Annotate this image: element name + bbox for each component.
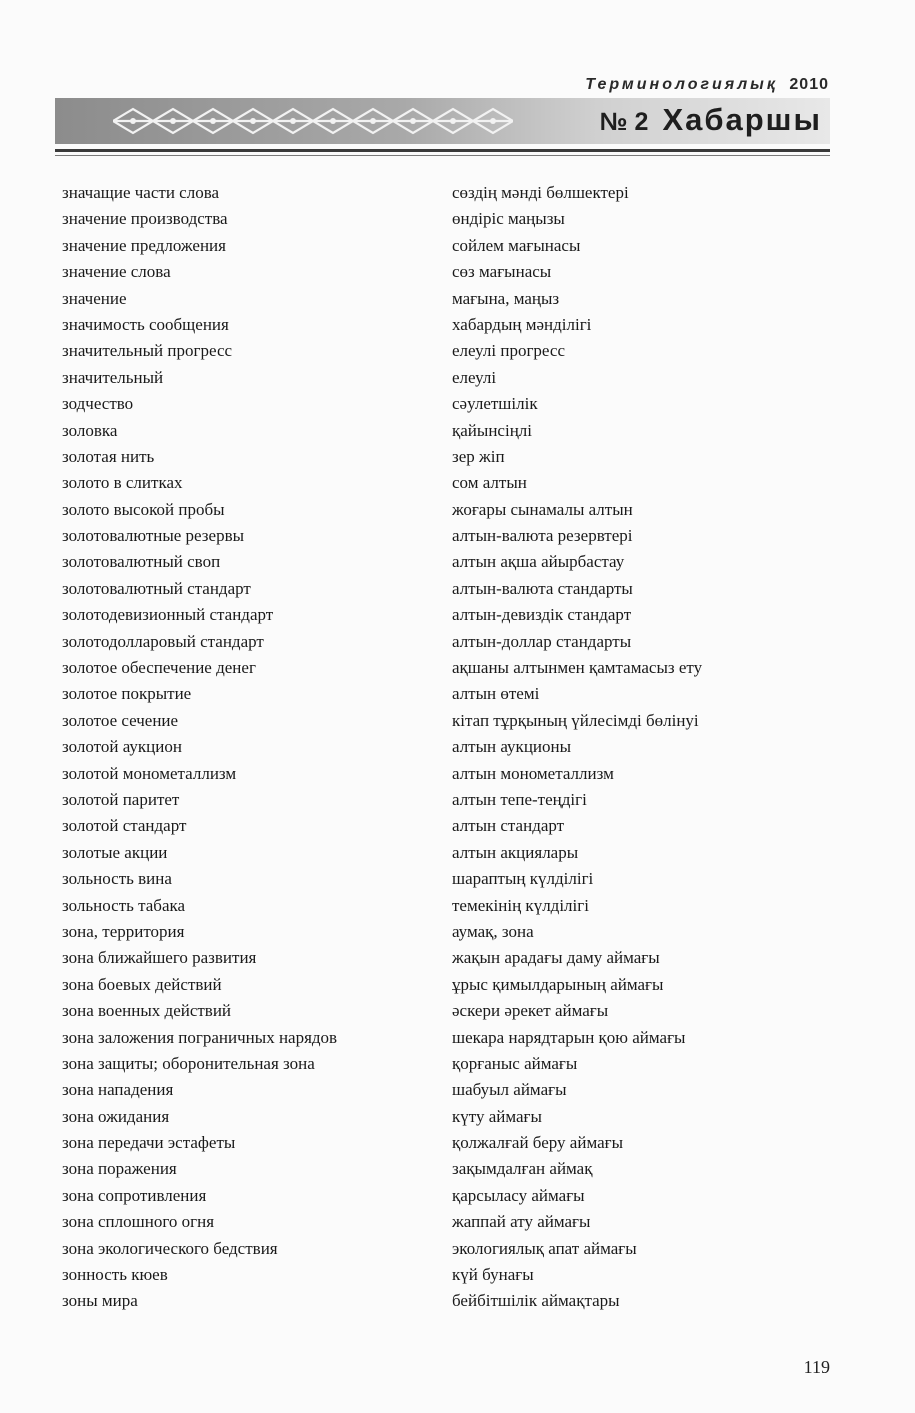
term-russian: золотая нить	[62, 446, 155, 466]
term-kazakh: алтын өтемі	[452, 684, 540, 704]
ornament-pattern-icon	[113, 105, 513, 137]
term-kazakh: сөз мағынасы	[452, 262, 552, 282]
term-russian: золотовалютный своп	[62, 552, 221, 572]
glossary-row	[0, 1156, 915, 1182]
term-russian: золотой стандарт	[62, 816, 187, 836]
glossary-row	[0, 919, 915, 945]
glossary-row	[0, 418, 915, 444]
header-rule-thick	[55, 149, 830, 152]
term-kazakh: шекара нарядтарын қою аймағы	[452, 1027, 686, 1047]
term-kazakh: бейбітшілік аймақтары	[452, 1291, 620, 1311]
issue-number: № 2	[599, 108, 649, 136]
glossary-row	[0, 602, 915, 628]
term-kazakh: аумақ, зона	[452, 921, 534, 941]
glossary-row	[0, 1209, 915, 1235]
term-russian: зона нападения	[62, 1080, 174, 1100]
glossary-row	[0, 813, 915, 839]
term-russian: значимость сообщения	[62, 314, 229, 334]
issue-label	[600, 102, 822, 138]
glossary-row	[0, 787, 915, 813]
glossary-row	[0, 470, 915, 496]
term-kazakh: елеулі прогресс	[452, 341, 565, 361]
term-russian: золотой монометаллизм	[62, 763, 237, 783]
term-russian: зона ожидания	[62, 1106, 170, 1126]
term-russian: зона защиты; оборонительная зона	[62, 1053, 315, 1073]
term-kazakh: күту аймағы	[452, 1106, 542, 1126]
glossary-row	[0, 338, 915, 364]
header-rule-thin	[55, 155, 830, 156]
glossary-row	[0, 233, 915, 259]
term-russian: зона военных действий	[62, 1001, 232, 1021]
term-kazakh: алтын стандарт	[452, 816, 565, 836]
glossary-row	[0, 998, 915, 1024]
term-kazakh: елеулі	[452, 367, 497, 387]
term-kazakh: алтын-валюта резервтері	[452, 526, 633, 546]
glossary-row	[0, 893, 915, 919]
glossary-row	[0, 523, 915, 549]
term-russian: золотодолларовый стандарт	[62, 631, 264, 651]
page-number: 119	[803, 1357, 830, 1377]
term-russian: золотой паритет	[62, 789, 180, 809]
term-kazakh: алтын тепе-теңдігі	[452, 789, 587, 809]
glossary-row	[0, 1236, 915, 1262]
term-kazakh: өндіріс маңызы	[452, 209, 565, 229]
term-russian: золотое обеспечение денег	[62, 658, 256, 678]
term-russian: значащие части слова	[62, 183, 220, 202]
term-russian: золотовалютные резервы	[62, 526, 245, 546]
journal-year: 2010	[789, 76, 829, 93]
term-kazakh: алтын ақша айырбастау	[452, 552, 625, 572]
term-kazakh: әскери әрекет аймағы	[452, 1001, 609, 1021]
term-russian: зона экологического бедствия	[62, 1238, 278, 1258]
term-russian: значение	[62, 288, 127, 308]
term-russian: значение производства	[62, 209, 228, 229]
glossary-entries	[0, 180, 915, 1315]
glossary-row	[0, 497, 915, 523]
term-kazakh: жоғары сынамалы алтын	[452, 499, 633, 519]
glossary-row	[0, 549, 915, 575]
glossary-row	[0, 866, 915, 892]
term-kazakh: алтын-валюта стандарты	[452, 578, 633, 598]
glossary-row	[0, 681, 915, 707]
term-kazakh: қолжалғай беру аймағы	[452, 1133, 624, 1153]
term-russian: зона сплошного огня	[62, 1212, 215, 1232]
term-kazakh: сәулетшілік	[452, 394, 538, 414]
glossary-row	[0, 761, 915, 787]
term-russian: золото высокой пробы	[62, 499, 225, 519]
glossary-row	[0, 444, 915, 470]
page-header	[0, 0, 915, 170]
glossary-row	[0, 972, 915, 998]
glossary-row	[0, 312, 915, 338]
term-russian: значительный	[62, 367, 164, 387]
term-kazakh: шараптың күлділігі	[452, 869, 594, 889]
term-russian: зоны мира	[62, 1291, 138, 1311]
term-kazakh: ақшаны алтынмен қамтамасыз ету	[452, 658, 703, 678]
term-kazakh: зақымдалған аймақ	[452, 1159, 593, 1179]
term-russian: зона сопротивления	[62, 1185, 207, 1205]
term-russian: золото в слитках	[62, 473, 183, 493]
journal-name: Хабаршы	[662, 102, 822, 137]
glossary-row	[0, 259, 915, 285]
glossary-row	[0, 1183, 915, 1209]
glossary-row	[0, 629, 915, 655]
glossary-row	[0, 1288, 915, 1314]
term-russian: зодчество	[62, 394, 134, 414]
term-kazakh: күй бунағы	[452, 1265, 534, 1285]
journal-title-text: Терминологиялық	[585, 76, 778, 93]
term-kazakh: экологиялық апат аймағы	[452, 1238, 637, 1258]
term-kazakh: кітап тұрқының үйлесімді бөлінуі	[452, 710, 699, 730]
header-band	[55, 98, 830, 144]
glossary-row	[0, 1077, 915, 1103]
term-russian: золотовалютный стандарт	[62, 578, 251, 598]
glossary-row	[0, 1104, 915, 1130]
glossary-row	[0, 286, 915, 312]
term-kazakh: ұрыс қимылдарының аймағы	[452, 974, 664, 994]
glossary-row	[0, 1051, 915, 1077]
glossary-row	[0, 180, 915, 206]
term-russian: зона заложения пограничных нарядов	[62, 1027, 338, 1047]
term-russian: зонность кюев	[62, 1265, 168, 1285]
term-russian: зона передачи эстафеты	[62, 1133, 236, 1153]
term-kazakh: алтын-доллар стандарты	[452, 631, 632, 651]
term-russian: значение предложения	[62, 235, 226, 255]
glossary-row	[0, 708, 915, 734]
glossary-row	[0, 655, 915, 681]
term-kazakh: сом алтын	[452, 473, 527, 493]
glossary-row	[0, 365, 915, 391]
term-russian: зольность табака	[62, 895, 186, 915]
term-russian: значительный прогресс	[62, 341, 233, 361]
term-russian: зона поражения	[62, 1159, 177, 1179]
term-kazakh: хабардың мәнділігі	[452, 314, 592, 334]
term-russian: золотое сечение	[62, 710, 179, 730]
term-kazakh: сойлем мағынасы	[452, 235, 581, 255]
glossary-row	[0, 206, 915, 232]
glossary-row	[0, 1025, 915, 1051]
term-kazakh: қорғаныс аймағы	[452, 1053, 578, 1073]
glossary-row	[0, 576, 915, 602]
term-russian: золотодевизионный стандарт	[62, 605, 274, 625]
term-russian: золовка	[62, 420, 118, 440]
term-kazakh: жаппай ату аймағы	[452, 1212, 591, 1232]
term-kazakh: жақын арадағы даму аймағы	[452, 948, 660, 968]
term-kazakh: алтын аукционы	[452, 737, 572, 757]
term-kazakh: қарсыласу аймағы	[452, 1185, 585, 1205]
term-kazakh: алтын акциялары	[452, 842, 579, 862]
journal-title-top	[585, 76, 829, 94]
term-russian: зона, территория	[62, 921, 185, 941]
term-russian: зона ближайшего развития	[62, 948, 257, 968]
term-kazakh: зер жіп	[452, 446, 505, 466]
glossary-row	[0, 1130, 915, 1156]
glossary-row	[0, 734, 915, 760]
glossary-row	[0, 945, 915, 971]
term-kazakh: сөздің мәнді бөлшектері	[452, 183, 629, 202]
term-kazakh: темекінің күлділігі	[452, 895, 589, 915]
term-russian: зольность вина	[62, 869, 172, 889]
term-kazakh: қайынсіңлі	[452, 420, 532, 440]
glossary-row	[0, 1262, 915, 1288]
term-kazakh: алтын-девиздік стандарт	[452, 605, 632, 625]
term-russian: значение слова	[62, 262, 171, 282]
term-russian: золотые акции	[62, 842, 168, 862]
term-kazakh: шабуыл аймағы	[452, 1080, 567, 1100]
term-russian: золотой аукцион	[62, 737, 182, 757]
term-russian: зона боевых действий	[62, 974, 222, 994]
glossary-row	[0, 391, 915, 417]
glossary-row	[0, 840, 915, 866]
term-kazakh: мағына, маңыз	[452, 288, 560, 308]
term-kazakh: алтын монометаллизм	[452, 763, 614, 783]
term-russian: золотое покрытие	[62, 684, 192, 704]
